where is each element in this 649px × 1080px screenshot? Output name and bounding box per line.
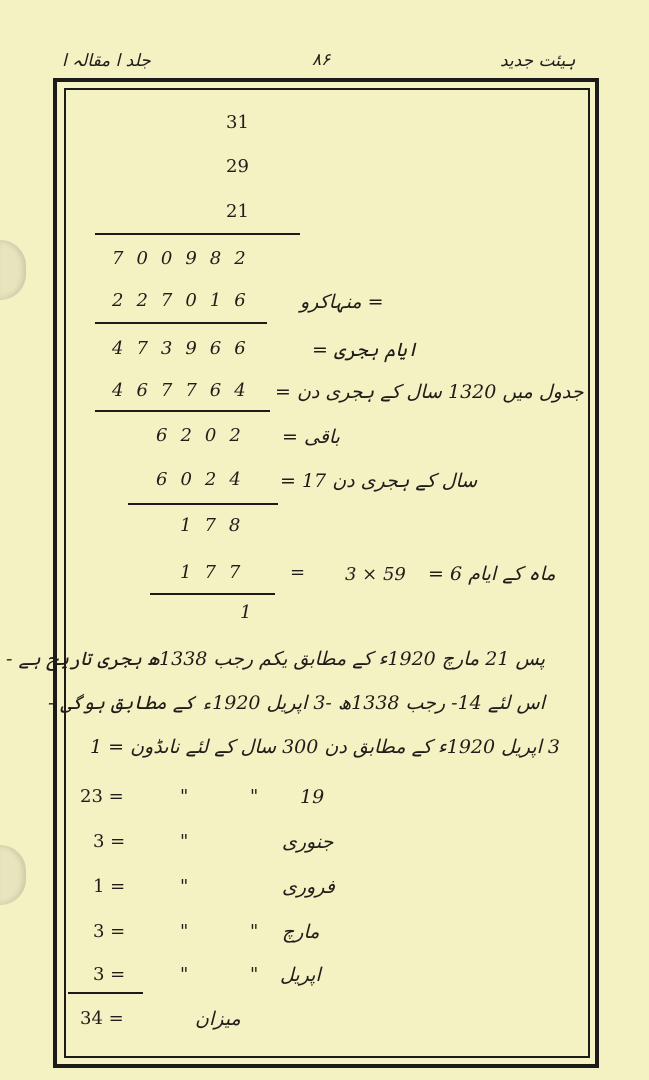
row-177-formula: 3 × 59 (345, 564, 406, 585)
table-row-ditto-2: " (250, 786, 259, 807)
total-value: 34 = (80, 1008, 124, 1029)
header-left: جلد ا مقالہ ا (62, 51, 151, 71)
total-label: میزان (195, 1008, 241, 1030)
row-6202-label: = باقی (282, 426, 340, 448)
rule-2 (95, 322, 267, 324)
row-227016: 227016 (112, 290, 259, 311)
table-row-value: 3 = (93, 921, 126, 942)
binder-hole-top (0, 240, 26, 300)
row-6024: 6024 (156, 469, 254, 490)
row-177: 177 (180, 562, 254, 583)
row-700982: 700982 (112, 248, 259, 269)
paragraph-line-3: 3 اپریل 1920ء کے مطابق دن 300 سال کے لئے ناںڈون = 1 (90, 736, 560, 758)
row-177-label: = 6 ماہ کے ایام (428, 563, 556, 585)
table-row-label: اپریل (280, 964, 321, 986)
table-row-label: 19 (300, 786, 325, 808)
table-row-value: 3 = (93, 964, 126, 985)
table-row-label: مارچ (282, 921, 320, 943)
table-row-value: 1 = (93, 876, 126, 897)
table-row-ditto-2: " (250, 964, 259, 985)
row-6024-label: = 17 سال کے ہجری دن (280, 470, 478, 492)
number-29: 29 (226, 156, 249, 177)
binder-hole-bottom (0, 845, 26, 905)
table-row-label: فروری (282, 876, 335, 898)
row-227016-label: منہاکرو = (300, 291, 384, 313)
paragraph-line-2: اس لئے 14- رجب 1338ھ -3 اپریل 1920ء کے مطابق ہوگی - (47, 692, 545, 714)
table-row-ditto-1: " (180, 786, 189, 807)
row-467764: 467764 (112, 380, 259, 401)
table-row-ditto-1: " (180, 876, 189, 897)
rule-5 (150, 593, 275, 595)
header-right: ہیئت جدید (500, 51, 576, 71)
page-number: ۸۶ (312, 50, 331, 70)
table-row-ditto-1: " (180, 964, 189, 985)
row-1: 1 (240, 602, 252, 623)
row-473966-label: = ایام ہجری (312, 339, 418, 361)
number-21: 21 (226, 201, 249, 222)
row-178: 178 (180, 515, 254, 536)
row-6202: 6202 (156, 425, 254, 446)
table-row-label: جنوری (282, 831, 334, 853)
table-row-ditto-2: " (250, 921, 259, 942)
table-row-ditto-1: " (180, 921, 189, 942)
row-473966: 473966 (112, 338, 259, 359)
paragraph-line-1: پس 21 مارچ 1920ء کے مطابق یکم رجب 1338ھ ہجری تاریخ ہے - (5, 648, 545, 670)
table-row-ditto-1: " (180, 831, 189, 852)
table-row-value: 3 = (93, 831, 126, 852)
row-177-eq: = (290, 562, 306, 583)
number-31: 31 (226, 112, 249, 133)
table-row-value: 23 = (80, 786, 124, 807)
total-rule (68, 992, 143, 994)
rule-1 (95, 233, 300, 235)
rule-3 (95, 410, 270, 412)
row-467764-label: = جدول میں 1320 سال کے ہجری دن (275, 381, 584, 403)
rule-4 (128, 503, 278, 505)
